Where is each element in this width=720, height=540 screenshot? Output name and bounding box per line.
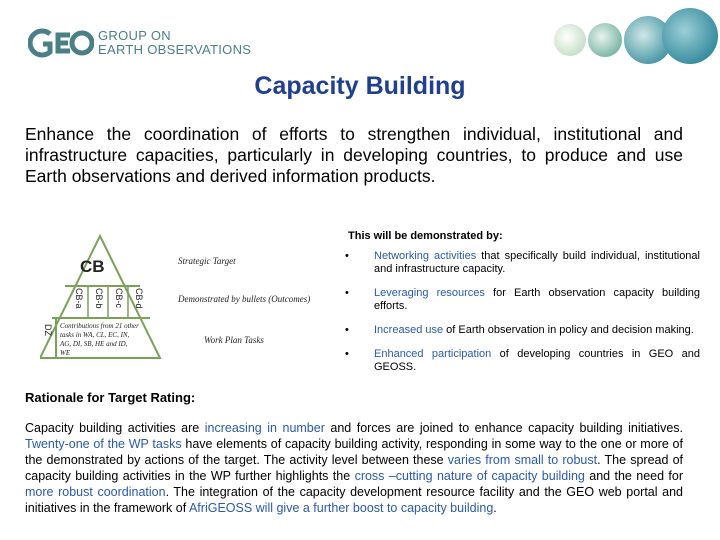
- rationale-highlight: cross –cutting nature of capacity building: [354, 469, 585, 483]
- bullet-text: of Earth observation in policy and decision making.: [443, 324, 694, 336]
- geo-logo-icon: [28, 26, 94, 60]
- bullet-marker: •: [345, 348, 349, 360]
- rationale-text: and the need for: [584, 469, 684, 483]
- diagram-label-work-plan: Work Plan Tasks: [204, 335, 264, 345]
- rationale-heading: Rationale for Target Rating:: [25, 390, 196, 405]
- list-item: [345, 287, 700, 313]
- rationale-text: .: [493, 501, 497, 515]
- page-title: Capacity Building: [254, 72, 466, 100]
- demonstrated-list: [345, 250, 700, 385]
- diagram-label-cb: CB: [80, 257, 105, 276]
- bullet-lead: Enhanced participation: [374, 348, 492, 360]
- rationale-highlight: increasing in number: [204, 421, 325, 435]
- rationale-text: . The spread of capacity building activities in the WP further highlights the: [25, 453, 684, 483]
- list-item: [345, 250, 700, 276]
- rationale-highlight: varies from small to robust: [447, 453, 598, 467]
- bullet-text: for Earth observation capacity building efforts.: [374, 287, 700, 312]
- bullet-lead: Networking activities: [374, 250, 477, 262]
- rationale-highlight: more robust coordination: [25, 485, 166, 499]
- bullet-marker: •: [345, 287, 349, 299]
- rationale-text: . The integration of the capacity development resource facility and the GEO web portal and initiatives in the framework of: [25, 485, 683, 515]
- diagram-label-dz: DZ: [43, 324, 53, 336]
- rationale-highlight: Twenty-one of the WP tasks: [25, 437, 182, 451]
- rationale-text: Capacity building activities are: [25, 421, 205, 435]
- diagram-label-cb-c: CB-c: [114, 288, 124, 308]
- diagram-label-cb-b: CB-b: [94, 288, 104, 309]
- diagram-contrib-line3: AG, DI, SB, HE and ID,: [60, 340, 128, 348]
- diagram-contrib-line4: WE: [60, 349, 71, 357]
- rationale-text: have elements of capacity building activity, responding in some way to the one or more of the demonstrated by actions of the target. The activity level between these: [25, 437, 683, 467]
- geo-logo: [28, 26, 251, 60]
- diagram-label-strategic-target: Strategic Target: [178, 256, 236, 266]
- logo-text-line2: EARTH OBSERVATIONS: [98, 42, 252, 57]
- target-diagram: [40, 228, 340, 368]
- diagram-label-cb-a: CB-a: [74, 288, 84, 309]
- bullet-text: that specifically build individual, institutional and infrastructure capacity.: [374, 250, 700, 275]
- bullet-lead: Leveraging resources: [374, 287, 485, 299]
- diagram-contrib-line1: Contributions from 21 other: [60, 322, 139, 330]
- demonstrated-heading: This will be demonstrated by:: [348, 230, 503, 242]
- bullet-text: of developing countries in GEO and GEOSS.: [374, 348, 700, 373]
- rationale-paragraph: [25, 420, 683, 516]
- bullet-marker: •: [345, 250, 349, 262]
- rationale-text: and forces are joined to enhance capacity building initiatives.: [324, 421, 683, 435]
- list-item: [345, 324, 700, 337]
- list-item: [345, 348, 700, 374]
- diagram-contrib-line2: tasks in WA, CL, EC, IN,: [60, 331, 130, 339]
- diagram-label-cb-d: CB-d: [134, 288, 144, 309]
- bullet-marker: •: [345, 324, 349, 336]
- decorative-circles: [530, 0, 720, 70]
- bullet-lead: Increased use: [374, 324, 444, 336]
- logo-text-line1: GROUP ON: [98, 28, 171, 43]
- rationale-highlight: AfriGEOSS will give a further boost to capacity building: [188, 501, 494, 515]
- diagram-label-demonstrated: Demonstrated by bullets (Outcomes): [178, 294, 311, 304]
- intro-paragraph: Enhance the coordination of efforts to strengthen individual, institutional and infrastructure capacities, particularly in developing countries, to produce and use Earth observations and derived information products.: [25, 124, 683, 186]
